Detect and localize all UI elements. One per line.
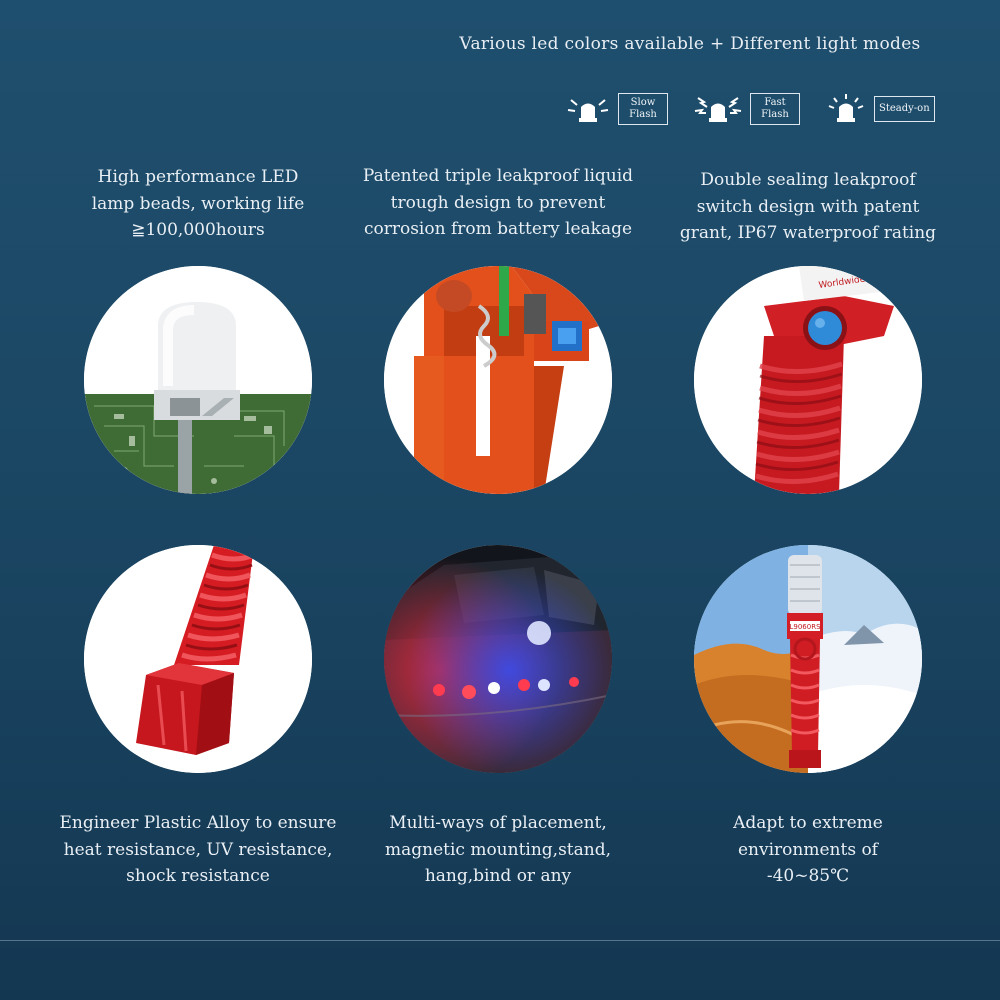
feature-text-extreme-environments <box>658 810 958 890</box>
mode-label-line: Flash <box>629 109 657 120</box>
feature-text-sealing-switch <box>658 167 958 247</box>
feature-text-leakproof-trough <box>348 163 648 243</box>
mode-label-line: Slow <box>630 97 656 108</box>
mode-label-line: Fast <box>764 97 786 108</box>
feature-line: environments of <box>738 839 878 860</box>
extreme-environment-image <box>694 545 922 773</box>
mode-steady-on <box>826 92 935 126</box>
mode-label-fast-flash <box>750 93 800 125</box>
page-header-title: Various led colors available + Different light modes <box>459 34 921 54</box>
feature-line: -40~85℃ <box>766 866 850 886</box>
feature-line: lamp beads, working life <box>91 193 305 214</box>
leakproof-trough-cutaway-image <box>384 266 612 494</box>
feature-line: heat resistance, UV resistance, <box>63 839 333 860</box>
feature-line: magnetic mounting,stand, <box>384 839 612 860</box>
feature-line: hang,bind or any <box>424 866 572 886</box>
slow-flash-beacon-icon <box>566 92 610 126</box>
feature-line: Multi-ways of placement, <box>389 813 607 833</box>
feature-line: switch design with patent <box>696 196 920 217</box>
feature-text-placement <box>348 810 648 890</box>
feature-line: Double sealing leakproof <box>700 170 916 190</box>
mode-fast-flash <box>694 92 800 126</box>
model-label-text: L9060RS <box>789 623 821 631</box>
feature-text-plastic-alloy <box>48 810 348 890</box>
feature-line: ≧100,000hours <box>131 220 265 240</box>
led-bead-image <box>84 266 312 494</box>
plastic-alloy-body-image <box>84 545 312 773</box>
sealing-switch-image <box>694 266 922 494</box>
mode-label-slow-flash <box>618 93 668 125</box>
feature-line: High performance LED <box>97 167 299 187</box>
placement-car-night-image <box>384 545 612 773</box>
feature-line: Engineer Plastic Alloy to ensure <box>59 813 337 833</box>
feature-line: trough design to prevent <box>390 192 606 213</box>
fast-flash-beacon-icon <box>694 92 742 126</box>
mode-slow-flash <box>566 92 668 126</box>
feature-line: corrosion from battery leakage <box>363 219 633 239</box>
feature-line: Patented triple leakproof liquid <box>362 166 634 186</box>
bottom-divider <box>0 940 1000 941</box>
mode-label-line: Flash <box>761 109 789 120</box>
feature-text-led <box>48 164 348 244</box>
feature-line: Adapt to extreme <box>733 813 883 833</box>
feature-line: shock resistance <box>126 866 270 886</box>
steady-on-beacon-icon <box>826 92 866 126</box>
patent-band-text: Worldwide Patents <box>818 269 902 291</box>
feature-line: grant, IP67 waterproof rating <box>679 223 937 243</box>
mode-label-steady-on <box>874 96 935 122</box>
mode-label-line: Steady-on <box>879 103 930 114</box>
